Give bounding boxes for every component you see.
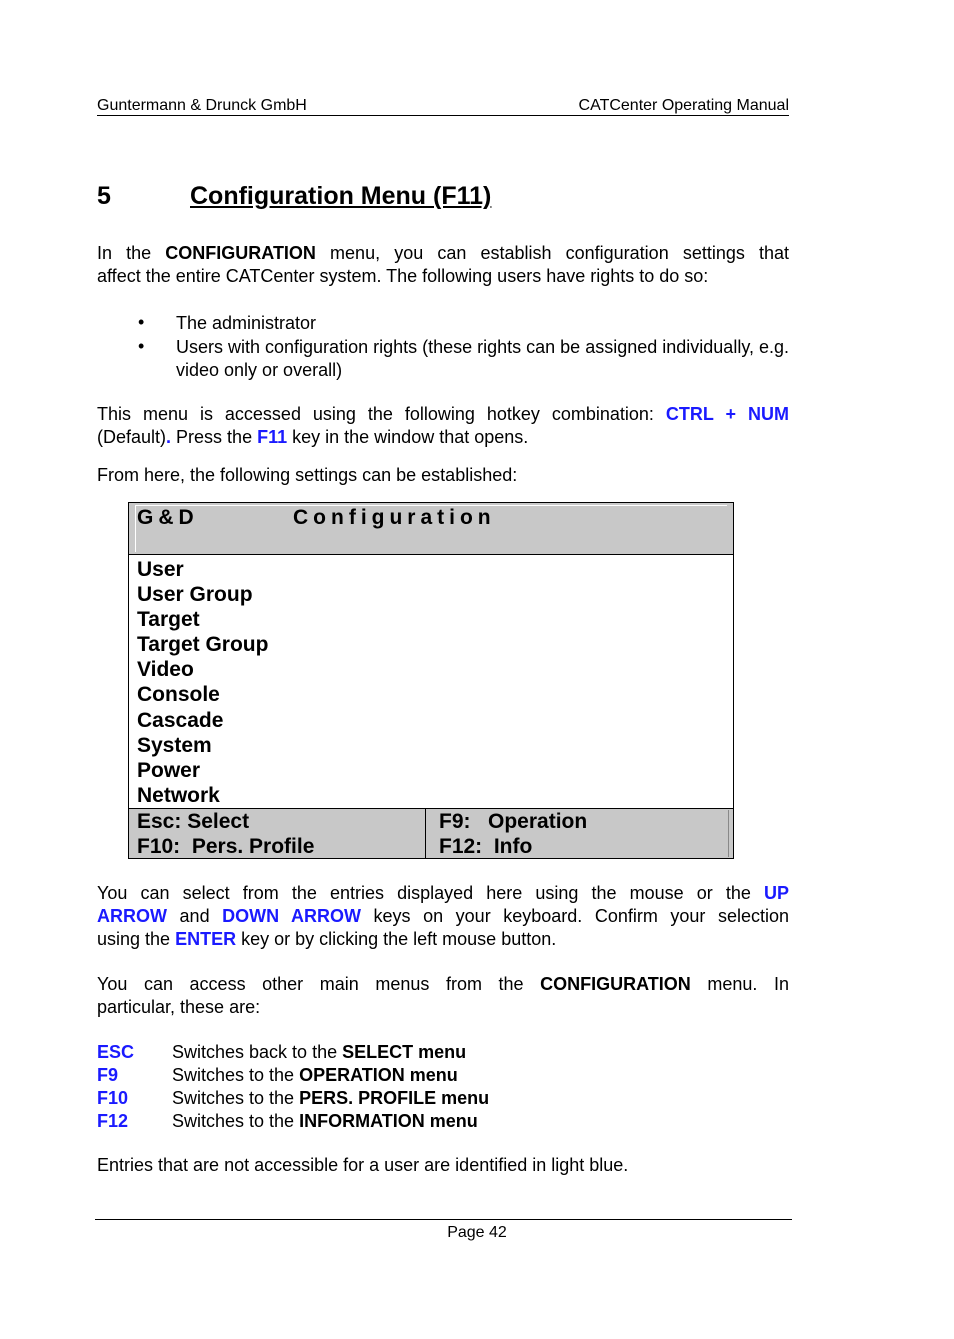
menu-header <box>129 503 733 555</box>
menu-item-network[interactable]: Network <box>137 783 220 807</box>
menu-item-video[interactable]: Video <box>137 658 194 682</box>
menu-item-system[interactable]: System <box>137 733 212 757</box>
selection-paragraph: You can select from the entries displayed here using the mouse or the UP ARROW and DOWN ARROW keys on your keyboard. Confirm your selection using the ENTER key or by clicking the left mouse button. <box>97 883 789 949</box>
menu-items <box>137 557 268 808</box>
section-title: Configuration Menu (F11) <box>190 182 492 210</box>
key-list <box>97 1041 489 1133</box>
hotkey-combo: CTRL + NUM <box>665 404 789 424</box>
note-text: Entries that are not accessible for a user are identified in light blue. <box>97 1155 629 1175</box>
menu-item-power[interactable]: Power <box>137 758 201 782</box>
section-number: 5 <box>97 182 111 210</box>
menu-title: Configuration <box>293 506 496 529</box>
esc-select-option[interactable]: Esc: Select <box>137 810 250 833</box>
menu-item-user[interactable]: User <box>137 558 184 581</box>
menu-item-target-group[interactable]: Target Group <box>137 633 269 657</box>
bullet-item: The administrator <box>176 313 317 333</box>
f11-key: F11 <box>257 427 288 447</box>
intro-paragraph: In the CONFIGURATION menu, you can establish configuration settings that affect the entire CATCenter system. The following users have rights to do so: <box>97 243 789 286</box>
menu-footer <box>129 808 733 858</box>
key-row: F12 Switches to the INFORMATION menu <box>97 1111 478 1131</box>
menu-item-cascade[interactable]: Cascade <box>137 708 224 732</box>
menu-item-target[interactable]: Target <box>137 608 200 632</box>
access-paragraph: You can access other main menus from the CONFIGURATION menu. In particular, these are: <box>97 974 789 1017</box>
page-number: Page 42 <box>447 1224 507 1241</box>
header-manual-title: CATCenter Operating Manual <box>578 97 789 114</box>
menu-item-console[interactable]: Console <box>137 683 220 707</box>
f9-operation-option[interactable]: F9: Operation <box>439 810 588 833</box>
bullet-icon: • <box>138 336 145 356</box>
key-row: F9 Switches to the OPERATION menu <box>97 1065 458 1085</box>
key-row: F10 Switches to the PERS. PROFILE menu <box>97 1088 490 1108</box>
f10-pers-profile-option[interactable]: F10: Pers. Profile <box>137 835 315 858</box>
bullet-icon: • <box>138 312 145 332</box>
menu-item-user-group[interactable]: User Group <box>137 583 253 607</box>
key-row: ESC Switches back to the SELECT menu <box>97 1042 467 1062</box>
header-company: Guntermann & Drunck GmbH <box>97 97 307 114</box>
hotkey-paragraph: This menu is accessed using the following hotkey combination: CTRL + NUM (Default). Press the F11 key in the window that opens. <box>97 404 789 447</box>
footer-rule <box>95 1219 792 1220</box>
f12-info-option[interactable]: F12: Info <box>439 835 533 858</box>
from-here-text: From here, the following settings can be established: <box>97 465 518 485</box>
bullet-item: Users with configuration rights (these rights can be assigned individually, e.g. video only or overall) <box>176 337 790 380</box>
menu-brand: G&D <box>137 506 199 529</box>
header-rule <box>97 115 789 116</box>
configuration-menu <box>128 502 734 859</box>
